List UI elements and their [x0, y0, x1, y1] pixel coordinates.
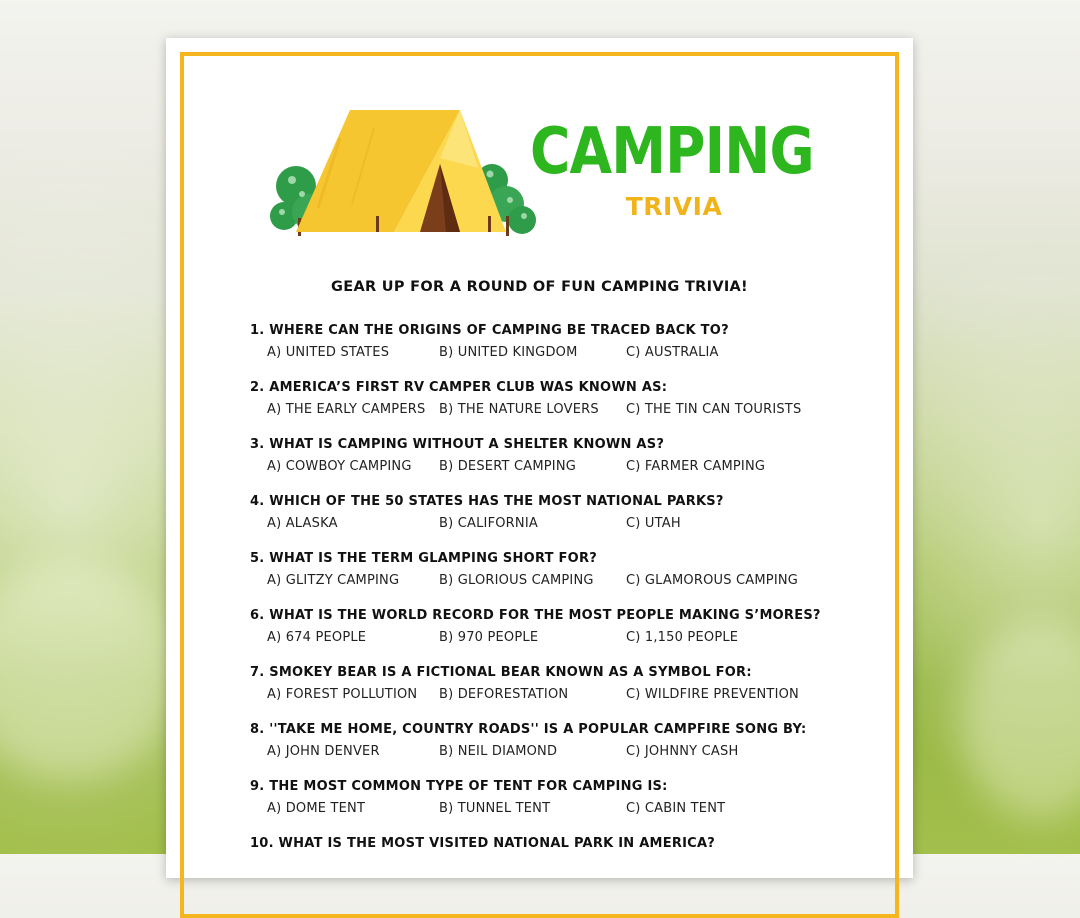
question-item	[250, 662, 870, 719]
page-title: CAMPING	[530, 115, 814, 189]
option-a: A) UNITED STATES	[267, 345, 390, 360]
option-a: A) JOHN DENVER	[267, 744, 380, 759]
question-text: 2. AMERICA’S FIRST RV CAMPER CLUB WAS KNOWN AS:	[250, 380, 668, 395]
answer-options	[250, 627, 870, 649]
option-b: B) CALIFORNIA	[439, 516, 538, 531]
option-c: C) CABIN TENT	[626, 801, 726, 816]
question-text: 10. WHAT IS THE MOST VISITED NATIONAL PARK IN AMERICA?	[250, 836, 716, 851]
answer-options	[250, 741, 870, 763]
option-a: A) ALASKA	[267, 516, 338, 531]
question-text: 9. THE MOST COMMON TYPE OF TENT FOR CAMPING IS:	[250, 779, 668, 794]
option-b: B) TUNNEL TENT	[439, 801, 551, 816]
option-c: C) FARMER CAMPING	[626, 459, 766, 474]
question-text: 7. SMOKEY BEAR IS A FICTIONAL BEAR KNOWN AS A SYMBOL FOR:	[250, 665, 752, 680]
option-a: A) DOME TENT	[267, 801, 366, 816]
option-c: C) UTAH	[626, 516, 681, 531]
option-b: B) UNITED KINGDOM	[439, 345, 578, 360]
question-item	[250, 320, 870, 377]
tent-illustration	[270, 108, 536, 236]
option-c: C) AUSTRALIA	[626, 345, 719, 360]
question-item	[250, 833, 870, 890]
option-a: A) COWBOY CAMPING	[267, 459, 412, 474]
option-a: A) 674 PEOPLE	[267, 630, 367, 645]
question-list	[250, 320, 870, 890]
option-c: C) 1,150 PEOPLE	[626, 630, 739, 645]
option-a: A) THE EARLY CAMPERS	[267, 402, 426, 417]
option-b: B) NEIL DIAMOND	[439, 744, 558, 759]
option-b: B) 970 PEOPLE	[439, 630, 539, 645]
answer-options	[250, 342, 870, 364]
option-c: C) JOHNNY CASH	[626, 744, 739, 759]
question-item	[250, 377, 870, 434]
intro-heading: GEAR UP FOR A ROUND OF FUN CAMPING TRIVIA!	[331, 279, 748, 295]
option-a: A) FOREST POLLUTION	[267, 687, 418, 702]
answer-options	[250, 570, 870, 592]
question-text: 6. WHAT IS THE WORLD RECORD FOR THE MOST PEOPLE MAKING S’MORES?	[250, 608, 821, 623]
option-b: B) THE NATURE LOVERS	[439, 402, 599, 417]
worksheet-page	[166, 38, 913, 878]
question-item	[250, 434, 870, 491]
question-text: 8. ''TAKE ME HOME, COUNTRY ROADS'' IS A POPULAR CAMPFIRE SONG BY:	[250, 722, 807, 737]
option-c: C) THE TIN CAN TOURISTS	[626, 402, 802, 417]
answer-options	[250, 456, 870, 478]
question-item	[250, 548, 870, 605]
question-item	[250, 719, 870, 776]
answer-options	[250, 798, 870, 820]
question-text: 1. WHERE CAN THE ORIGINS OF CAMPING BE TRACED BACK TO?	[250, 323, 729, 338]
option-b: B) DESERT CAMPING	[439, 459, 577, 474]
question-item	[250, 776, 870, 833]
option-b: B) GLORIOUS CAMPING	[439, 573, 594, 588]
option-a: A) GLITZY CAMPING	[267, 573, 400, 588]
question-text: 5. WHAT IS THE TERM GLAMPING SHORT FOR?	[250, 551, 598, 566]
question-text: 3. WHAT IS CAMPING WITHOUT A SHELTER KNOWN AS?	[250, 437, 665, 452]
page-subtitle: TRIVIA	[625, 192, 723, 221]
background-blur-light	[960, 620, 1080, 820]
option-b: B) DEFORESTATION	[439, 687, 569, 702]
question-item	[250, 491, 870, 548]
option-c: C) WILDFIRE PREVENTION	[626, 687, 799, 702]
question-text: 4. WHICH OF THE 50 STATES HAS THE MOST NATIONAL PARKS?	[250, 494, 724, 509]
background-blur-light	[0, 560, 180, 780]
answer-options	[250, 513, 870, 535]
option-c: C) GLAMOROUS CAMPING	[626, 573, 799, 588]
answer-options	[250, 399, 870, 421]
question-item	[250, 605, 870, 662]
answer-options	[250, 684, 870, 706]
